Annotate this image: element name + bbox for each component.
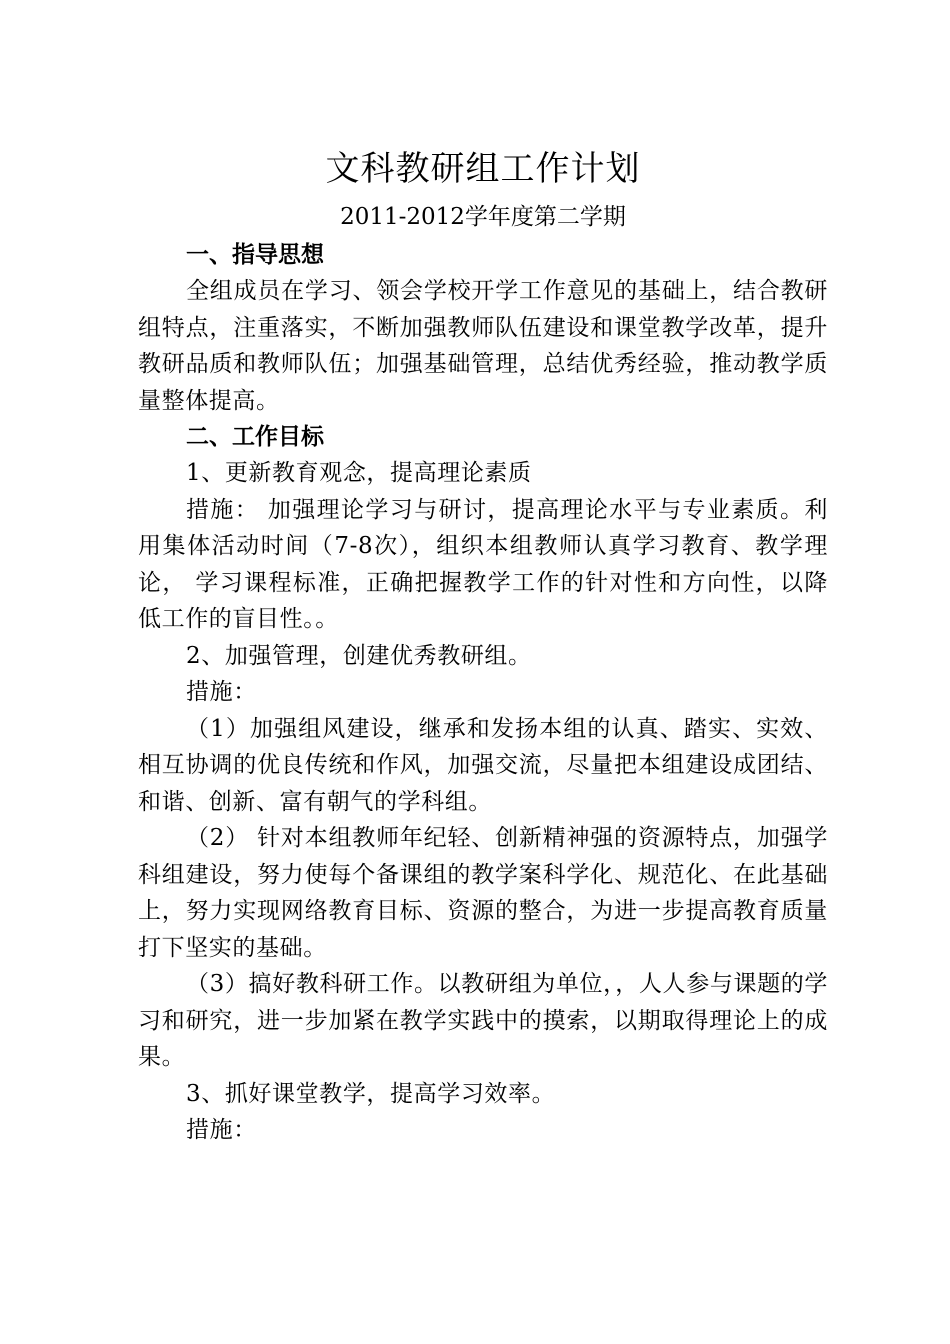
goal-2-measure-label: 措施： [186, 679, 257, 705]
goal-1-measure: 措施： 加强理论学习与研讨，提高理论水平与专业素质。利用集体活动时间（7-8次），组织本组教师认真学习教育、教学理论， 学习课程标准，正确把握教学工作的针对性和方向性，以降低工作的盲目性。。 [138, 496, 828, 632]
section-heading-work-goals: 二、工作目标 [186, 424, 324, 450]
paragraph-guiding-ideology: 全组成员在学习、领会学校开学工作意见的基础上，结合教研组特点，注重落实，不断加强教师队伍建设和课堂教学改革，提升教研品质和教师队伍；加强基础管理，总结优秀经验，推动教学质量整体提高。 [138, 278, 828, 414]
goal-2-item-3: （3）搞好教科研工作。以教研组为单位，，人人参与课题的学习和研究，进一步加紧在教学实践中的摸索，以期取得理论上的成果。 [138, 971, 828, 1070]
section-heading-guiding-ideology: 一、指导思想 [186, 242, 324, 268]
document-content [138, 145, 828, 1149]
goal-3-title: 3、抓好课堂教学，提高学习效率。 [186, 1080, 556, 1107]
goal-3-measure-label: 措施： [186, 1117, 257, 1143]
goal-2-title: 2、加强管理，创建优秀教研组。 [186, 642, 532, 669]
document-subtitle: 2011-2012学年度第二学期 [340, 204, 626, 230]
goal-2-item-2: （2） 针对本组教师年纪轻、创新精神强的资源特点，加强学科组建设，努力使每个备课组的教学案科学化、规范化、在此基础上，努力实现网络教育目标、资源的整合，为进一步提高教育质量打下坚实的基础。 [138, 825, 828, 961]
goal-1-title: 1、更新教育观念，提高理论素质 [186, 460, 532, 486]
goal-2-item-1: （1）加强组风建设，继承和发扬本组的认真、踏实、实效、相互协调的优良传统和作风，加强交流，尽量把本组建设成团结、和谐、创新、富有朝气的学科组。 [138, 715, 828, 815]
document-title: 文科教研组工作计划 [325, 149, 641, 189]
